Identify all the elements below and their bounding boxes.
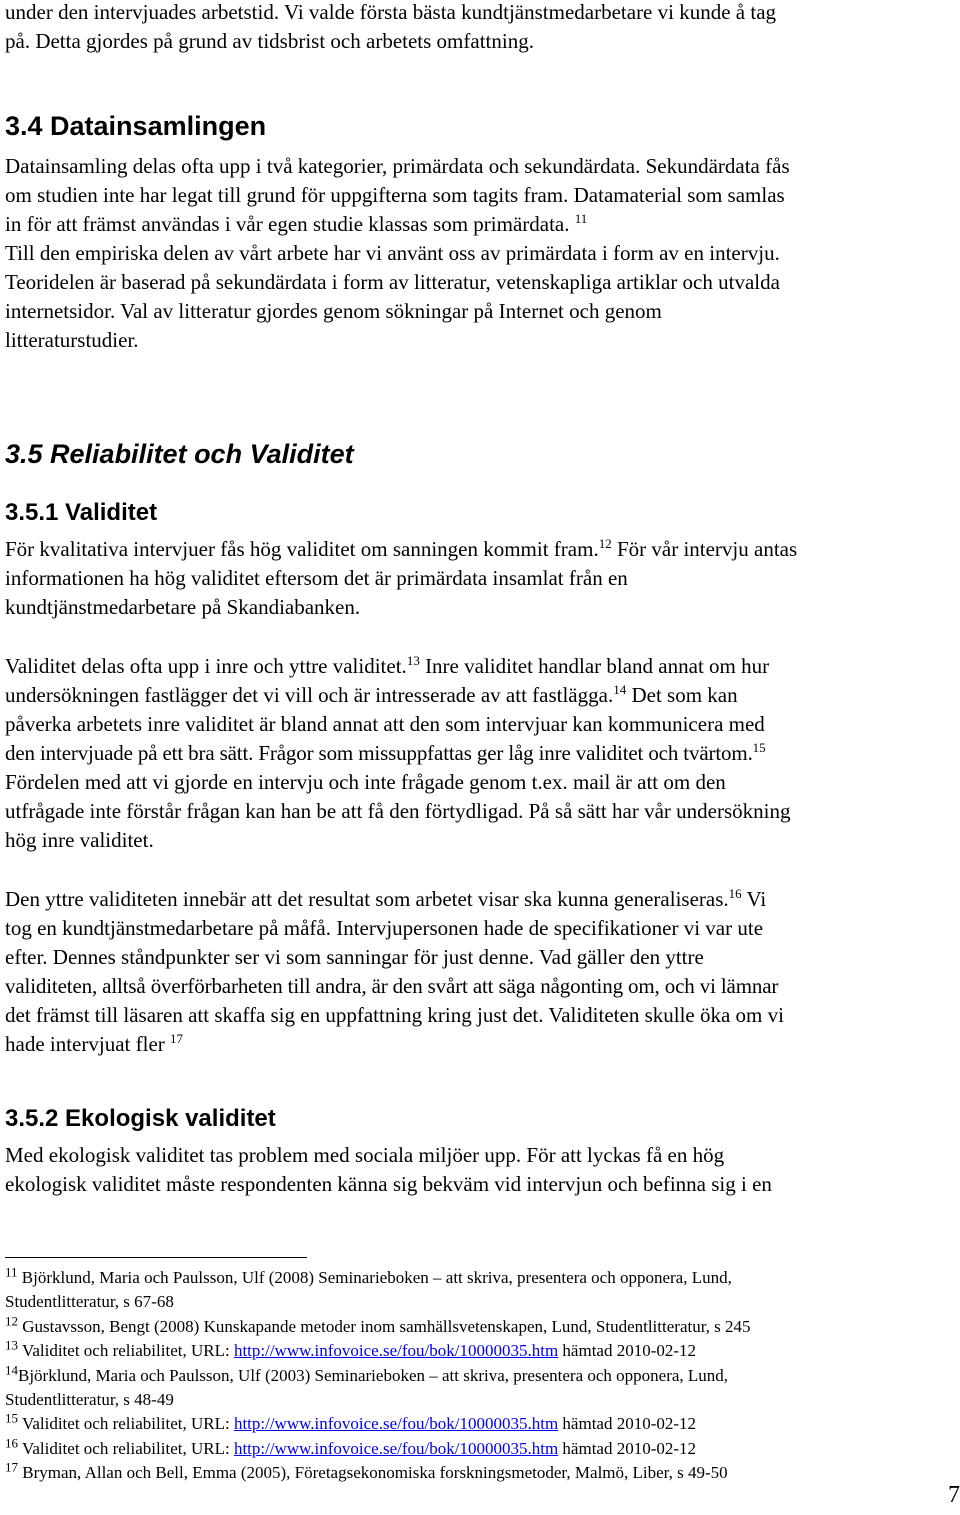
footnote-text: Gustavsson, Bengt (2008) Kunskapande metoder inom samhällsvetenskapen, Lund, Studentlitteratur, s 245: [22, 1316, 751, 1336]
text-line: Den yttre validiteten innebär att det resultat som arbetet visar ska kunna generaliseras.: [5, 887, 729, 911]
footnote-ref[interactable]: 14: [613, 682, 627, 697]
text-line: ekologisk validitet måste respondenten känna sig bekväm vid intervjun och befinna sig i en: [5, 1172, 772, 1196]
footnote-text: hämtad 2010-02-12: [558, 1438, 697, 1458]
footnote-number: 14: [5, 1361, 18, 1377]
text-line: tog en kundtjänstmedarbetare på måfå. Intervjupersonen hade de specifikationer vi var ute: [5, 916, 764, 940]
footnote-14: [5, 1361, 955, 1413]
footnote-11: [5, 1266, 955, 1315]
paragraph-ekologisk: [5, 1141, 955, 1199]
footnote-number: 13: [5, 1337, 18, 1353]
footnote-link[interactable]: http://www.infovoice.se/fou/bok/10000035.htm: [233, 1438, 559, 1458]
text-line: internetsidor. Val av litteratur gjordes genom sökningar på Internet och genom: [5, 299, 662, 323]
text-line: efter. Dennes ståndpunkter ser vi som sanningar för just denne. Vad gäller den yttre: [5, 945, 704, 969]
text-line: Det som kan: [626, 683, 738, 707]
text-line: validiteten, alltså överförbarheten till andra, är den svårt att säga någonting om, och vi lämnar: [5, 974, 779, 998]
text-line: Vi: [741, 887, 767, 911]
text-line: Datainsamling delas ofta upp i två kategorier, primärdata och sekundärdata. Sekundärdata fås: [5, 154, 790, 178]
footnote-number: 16: [5, 1435, 18, 1451]
footnote-text: Studentlitteratur, s 67-68: [5, 1292, 174, 1312]
footnote-ref[interactable]: 12: [598, 536, 612, 551]
footnote-12: [5, 1315, 955, 1339]
text-line: utfrågade inte förstår frågan kan han be att få den förtydligad. På så sätt har vår undersökning: [5, 799, 791, 823]
footnote-13: [5, 1339, 955, 1363]
text-line: påverka arbetets inre validitet är bland annat att den som intervjuar kan kommunicera med: [5, 712, 765, 736]
footnote-ref[interactable]: 15: [752, 740, 766, 755]
text-line: den intervjuade på ett bra sätt. Frågor som missuppfattas ger låg inre validitet och tvärtom.: [5, 741, 753, 765]
paragraph-inre-validitet: [5, 652, 955, 855]
section-heading-3-4: 3.4 Datainsamlingen: [5, 111, 267, 141]
text-line: Inre validitet handlar bland annat om hur: [419, 654, 770, 678]
text-line: om studien inte har legat till grund för uppgifterna som tagits fram. Datamaterial som samlas: [5, 183, 785, 207]
footnote-text: Studentlitteratur, s 48-49: [5, 1390, 174, 1410]
text-line: Validitet delas ofta upp i inre och yttre validitet.: [5, 654, 407, 678]
section-heading-3-5-1: 3.5.1 Validitet: [5, 499, 158, 526]
text-line: Teoridelen är baserad på sekundärdata i form av litteratur, vetenskapliga artiklar och utvalda: [5, 270, 780, 294]
footnote-text: Björklund, Maria och Paulsson, Ulf (2008) Seminarieboken – att skriva, presentera och opponera, Lund,: [21, 1268, 732, 1287]
footnote-17: [5, 1461, 955, 1485]
footnote-number: 12: [5, 1313, 18, 1329]
section-heading-3-5: 3.5 Reliabilitet och Validitet: [5, 439, 354, 469]
text-line: på. Detta gjordes på grund av tidsbrist och arbetets omfattning.: [5, 29, 534, 53]
footnote-separator: [5, 1257, 307, 1258]
footnote-text: hämtad 2010-02-12: [558, 1341, 697, 1361]
paragraph-empiriska: [5, 239, 955, 355]
text-line: Till den empiriska delen av vårt arbete har vi använt oss av primärdata i form av en intervju.: [5, 241, 780, 265]
footnote-16: [5, 1437, 955, 1461]
section-heading-3-5-2: 3.5.2 Ekologisk validitet: [5, 1105, 276, 1132]
footnote-text: Björklund, Maria och Paulsson, Ulf (2003) Seminarieboken – att skriva, presentera och opponera, Lund,: [18, 1365, 729, 1385]
footnote-link[interactable]: http://www.infovoice.se/fou/bok/10000035.htm: [233, 1414, 559, 1434]
footnote-link[interactable]: http://www.infovoice.se/fou/bok/10000035.htm: [233, 1341, 559, 1361]
text-line: litteraturstudier.: [5, 328, 139, 352]
paragraph-datainsamling: [5, 152, 955, 239]
text-line: det främst till läsaren att skaffa sig en uppfattning kring just det. Validiteten skulle öka om vi: [5, 1003, 784, 1027]
page-number: 7: [948, 1482, 960, 1508]
footnote-text: Validitet och reliabilitet, URL:: [21, 1438, 234, 1458]
paragraph-yttre-validitet: [5, 885, 955, 1059]
text-line: kundtjänstmedarbetare på Skandiabanken.: [5, 595, 361, 619]
text-line: hade intervjuat fler: [5, 1032, 171, 1056]
text-line: in för att främst användas i vår egen studie klassas som primärdata.: [5, 212, 570, 236]
footnote-text: Validitet och reliabilitet, URL:: [21, 1341, 234, 1361]
footnote-ref[interactable]: 17: [170, 1031, 184, 1046]
text-line: hög inre validitet.: [5, 828, 154, 852]
footnote-ref[interactable]: 13: [406, 653, 420, 668]
footnote-number: 15: [5, 1410, 18, 1426]
text-line: under den intervjuades arbetstid. Vi valde första bästa kundtjänstmedarbetare vi kunde å tag: [5, 0, 777, 24]
text-line: För kvalitativa intervjuer fås hög validitet om sanningen kommit fram.: [5, 537, 599, 561]
text-line: Med ekologisk validitet tas problem med sociala miljöer upp. För att lyckas få en hög: [5, 1143, 725, 1167]
intro-paragraph: [5, 0, 955, 56]
footnote-text: Validitet och reliabilitet, URL:: [21, 1414, 234, 1434]
footnote-number: 17: [5, 1459, 18, 1475]
paragraph-kvalitativa: [5, 535, 955, 622]
footnote-number: 11: [5, 1264, 18, 1280]
text-line: För vår intervju antas: [611, 537, 798, 561]
footnotes: [5, 1266, 955, 1486]
footnote-text: Bryman, Allan och Bell, Emma (2005), Företagsekonomiska forskningsmetoder, Malmö, Liber, s 49-50: [22, 1463, 728, 1483]
text-line: Fördelen med att vi gjorde en intervju och inte frågade genom t.ex. mail är att om den: [5, 770, 726, 794]
text-line: undersökningen fastlägger det vi vill och är intresserade av att fastlägga.: [5, 683, 614, 707]
text-line: informationen ha hög validitet eftersom det är primärdata insamlat från en: [5, 566, 628, 590]
footnote-ref[interactable]: 16: [728, 886, 742, 901]
footnote-text: hämtad 2010-02-12: [558, 1414, 697, 1434]
footnote-15: [5, 1412, 955, 1436]
footnote-ref[interactable]: 11: [574, 211, 588, 226]
